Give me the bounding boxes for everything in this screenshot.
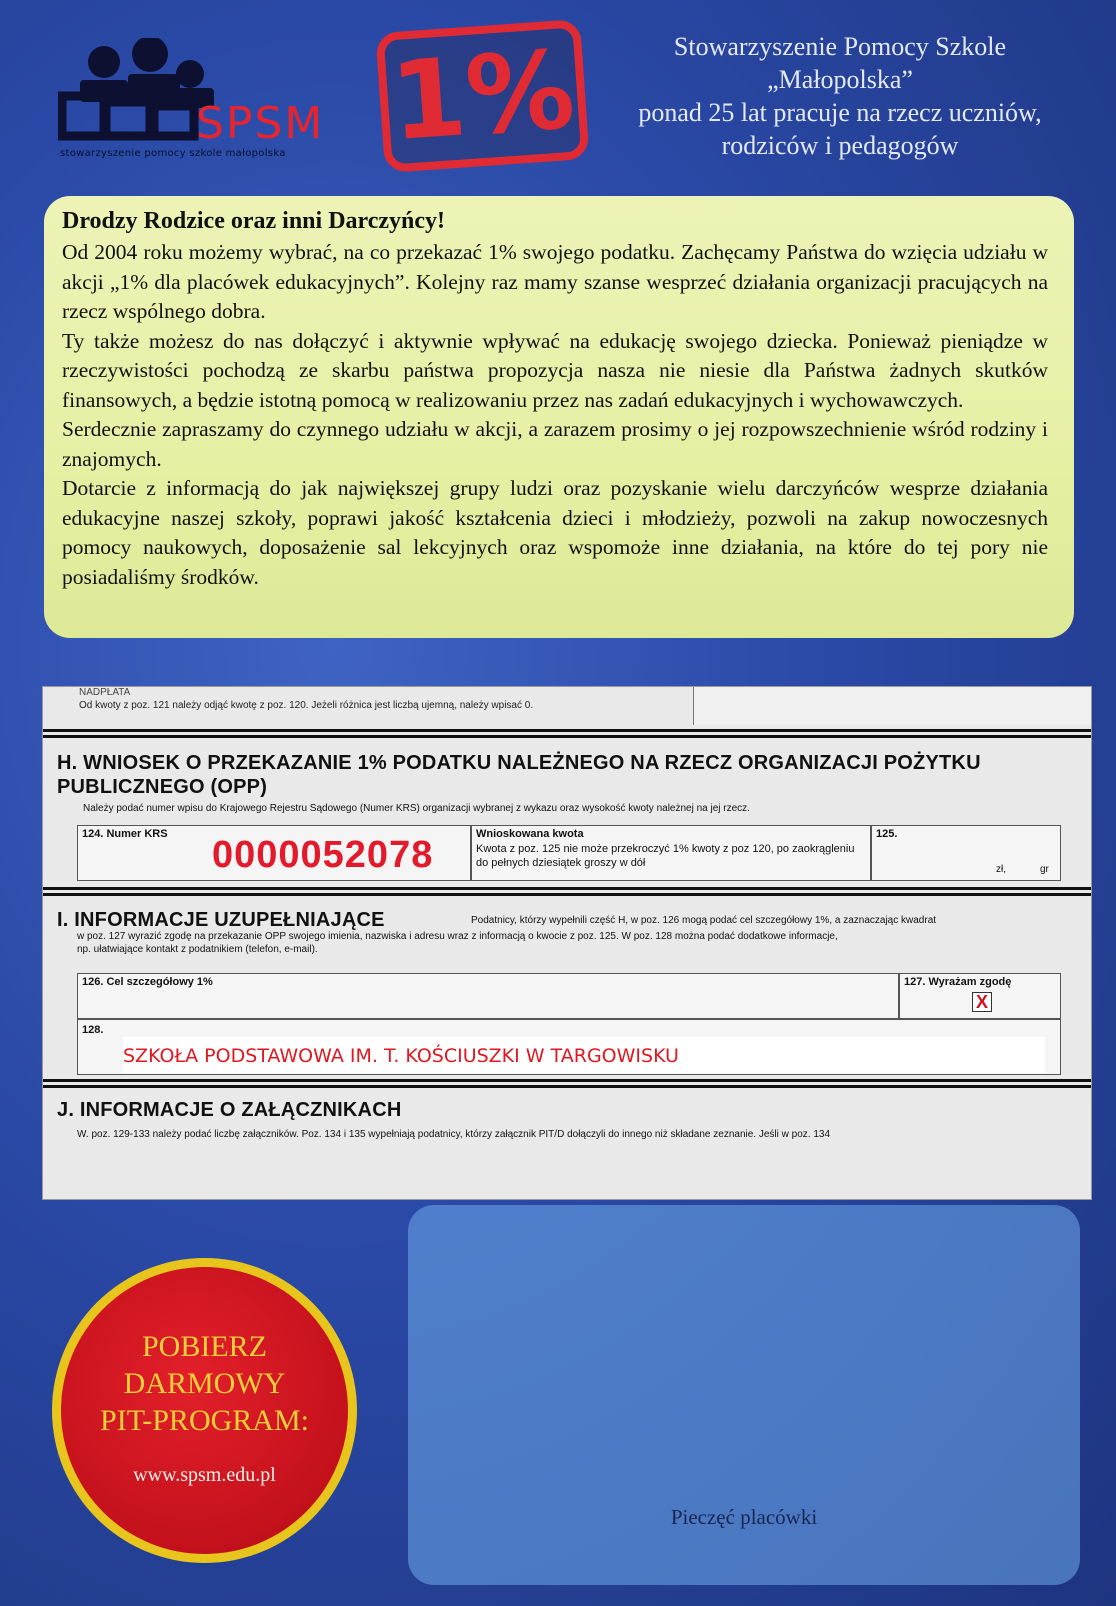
overpay-label: NADPŁATA [79, 687, 131, 698]
consent-checkbox[interactable]: X [972, 992, 992, 1012]
stamp-label: Pieczęć placówki [670, 1505, 818, 1529]
section-i-note: Podatnicy, którzy wypełnili część H, w poz. 126 mogą podać cel szczegółowy 1%, a zaznaczając kwadrat [471, 915, 937, 926]
gr-label: gr [1040, 864, 1049, 875]
letter-paragraph: Od 2004 roku możemy wybrać, na co przekazać 1% swojego podatku. Zachęcamy Państwa do wzięcia udziału w akcji „1% dla placówek edukacyjnych”. Kolejny raz mamy szanse wesprzeć działania organizacji pracujących na rzecz wspólnego dobra. [62, 240, 1048, 323]
section-h-title: H. WNIOSEK O PRZEKAZANIE 1% PODATKU NALEŻNEGO NA RZECZ ORGANIZACJI POŻYTKU PUBLICZNEGO (OPP) [57, 752, 981, 798]
letter-paragraph: Dotarcie z informacją do jak największej grupy ludzi oraz pozyskanie wielu darczyńców wesprze działania edukacyjne naszej szkoły, poprawi jakość kształcenia dzieci i młodzieży, pozwoli na zakup nowoczesnych pomocy naukowych, doposażenie sal lekcyjnych oraz wspomoże inne działania, na które do tej pory nie posiadaliśmy środków. [62, 476, 1048, 589]
field-127-label: 127. Wyrażam zgodę [904, 976, 1012, 988]
krs-field [77, 825, 471, 881]
section-i-note: w poz. 127 wyrazić zgodę na przekazanie OPP swojego imienia, nazwiska i adresu wraz z informacją o kwocie z poz. 125. W poz. 128 można podać dodatkowe informacje, [77, 931, 838, 942]
field-127 [899, 973, 1061, 1019]
amount-note: Kwota z poz. 125 nie może przekroczyć 1% kwoty z poz 120, po zaokrągleniu do pełnych dziesiątek groszy w dół [476, 843, 855, 869]
promo-line: DARMOWY [123, 1366, 286, 1400]
field-125 [871, 825, 1061, 881]
pit-form-excerpt [42, 686, 1092, 1200]
field-126-label: 126. Cel szczegółowy 1% [82, 976, 213, 988]
pit-program-promo[interactable] [52, 1258, 357, 1563]
section-j-title: J. INFORMACJE O ZAŁĄCZNIKACH [57, 1099, 402, 1121]
field-126 [77, 973, 899, 1019]
krs-label: 124. Numer KRS [82, 828, 168, 840]
zl-label: zł, [996, 864, 1006, 875]
field-128-label: 128. [82, 1024, 104, 1036]
org-line: Stowarzyszenie Pomocy Szkole [673, 32, 1007, 61]
section-h-note: Należy podać numer wpisu do Krajowego Rejestru Sądowego (Numer KRS) organizacji wybranej z wykazu oraz wysokość kwoty należnej na jej rzecz. [83, 803, 750, 814]
overpay-note: Od kwoty z poz. 121 należy odjąć kwotę z poz. 120. Jeżeli różnica jest liczbą ujemną, należy wpisać 0. [79, 700, 534, 711]
org-line: „Małopolska” [767, 65, 913, 94]
appeal-letter-panel [44, 196, 1074, 638]
letter-title: Drodzy Rodzice oraz inni Darczyńcy! [62, 208, 446, 234]
overpay-field [693, 687, 1091, 725]
promo-url-link[interactable]: www.spsm.edu.pl [133, 1463, 276, 1486]
field-125-label: 125. [876, 828, 898, 840]
logo-tagline: stowarzyszenie pomocy szkole małopolska [60, 148, 286, 159]
krs-number: 0000052078 [212, 834, 434, 876]
promo-circle [61, 1267, 348, 1554]
section-divider [43, 887, 1091, 896]
org-line: ponad 25 lat pracuje na rzecz uczniów, [638, 98, 1042, 127]
logo-abbreviation: SPSM [196, 98, 325, 149]
section-j-note: W. poz. 129-133 należy podać liczbę załączników. Poz. 134 i 135 wypełniają podatnicy, którzy załącznik PIT/D dołączyli do innego niż składane zeznanie. Jeśli w poz. 134 [77, 1129, 831, 1140]
section-divider [43, 1079, 1091, 1088]
org-line: rodziców i pedagogów [721, 131, 959, 160]
promo-line: POBIERZ [141, 1329, 267, 1363]
amount-field [471, 825, 871, 881]
amount-label: Wnioskowana kwota [476, 828, 584, 840]
section-i-title: I. INFORMACJE UZUPEŁNIAJĄCE [57, 909, 385, 931]
section-divider [43, 729, 1091, 738]
section-i-note: np. ułatwiające kontakt z podatnikiem (telefon, e-mail). [77, 944, 318, 955]
school-name-entry: SZKOŁA PODSTAWOWA IM. T. KOŚCIUSZKI W TARGOWISKU [123, 1037, 1045, 1073]
one-percent-badge: 1% [375, 19, 589, 173]
promo-line: PIT-PROGRAM: [100, 1403, 309, 1437]
letter-paragraph: Serdecznie zapraszamy do czynnego udziału w akcji, a zarazem prosimy o jej rozpowszechnienie wśród rodziny i znajomych. [62, 417, 1048, 471]
letter-paragraph: Ty także możesz do nas dołączyć i aktywnie wpływać na edukację swojego dziecka. Ponieważ pieniądze w rzeczywistości pochodzą ze skarbu państwa propozycja nasza nie niesie dla Państwa żadnych skutków finansowych, a będzie istotną pomocą w realizowaniu przez nas zadań edukacyjnych i wychowawczych. [62, 328, 1048, 412]
organization-description [590, 30, 1090, 162]
